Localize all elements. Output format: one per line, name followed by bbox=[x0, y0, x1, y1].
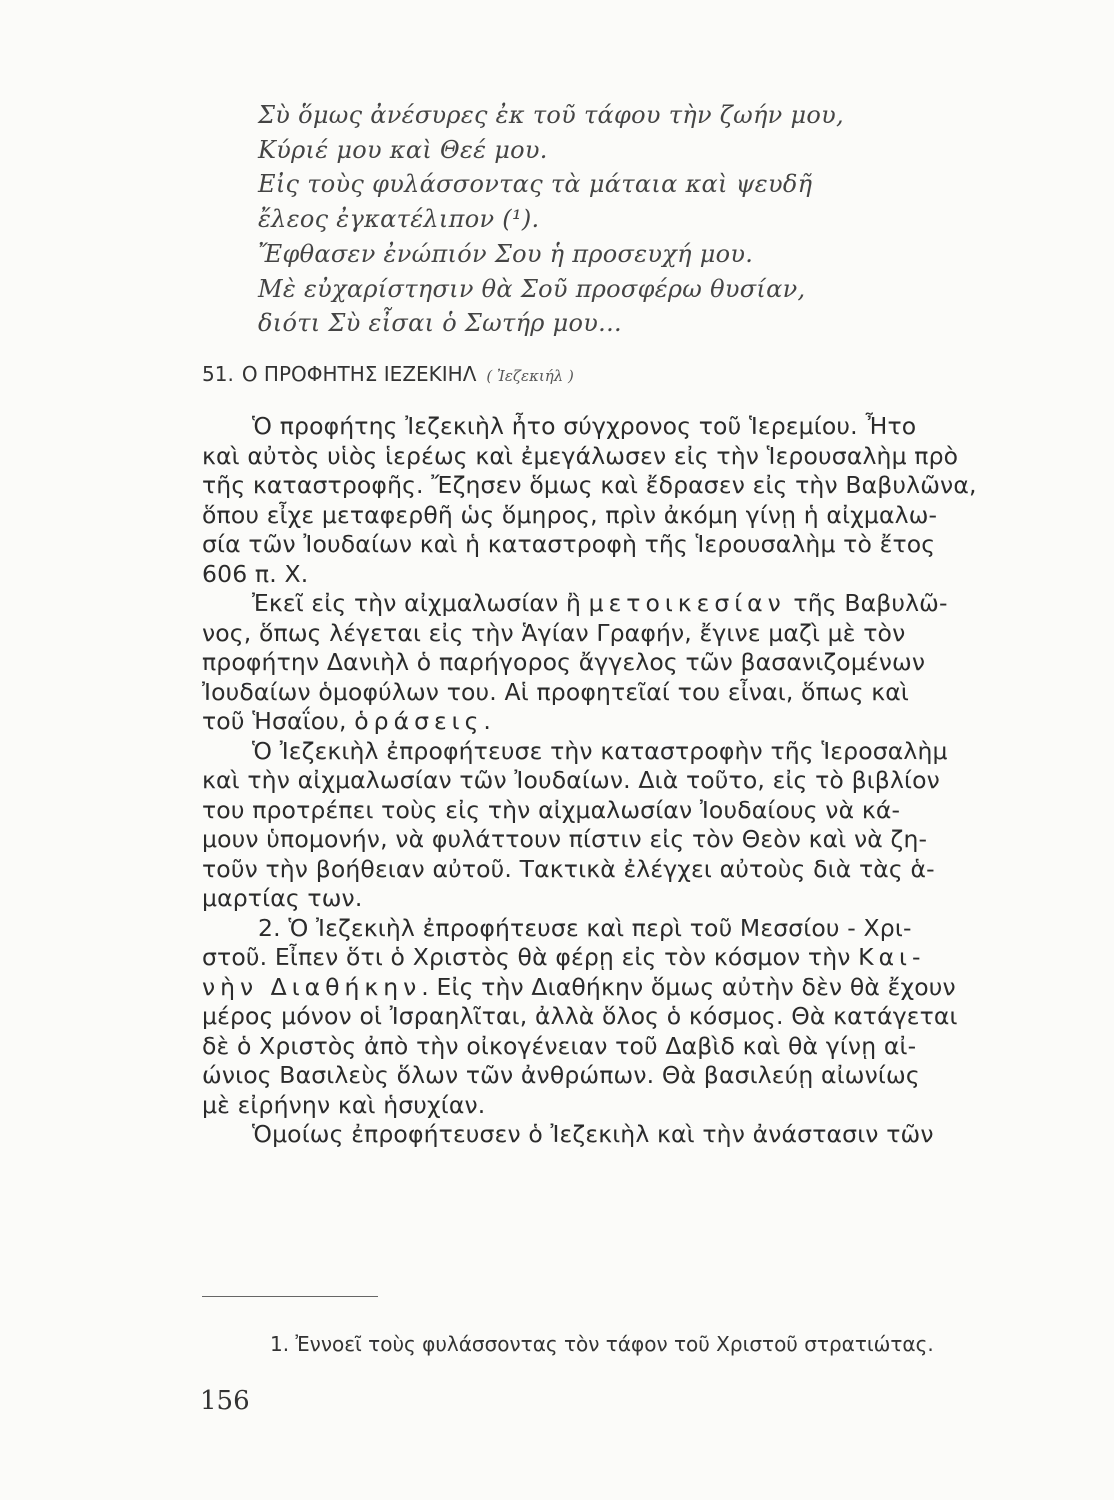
body-line: μουν ὑπομονήν, νὰ φυλάττουν πίστιν εἰς τὸν Θεὸν καὶ νὰ ζη- bbox=[202, 825, 928, 853]
emphasis-spaced: Και- bbox=[858, 943, 926, 971]
body-line: σία τῶν Ἰουδαίων καὶ ἡ καταστροφὴ τῆς Ἱερουσαλὴμ τὸ ἔτος bbox=[202, 530, 936, 558]
poem-line: Μὲ εὐχαρίστησιν θὰ Σοῦ προσφέρω θυσίαν, bbox=[258, 274, 806, 303]
body-line: δὲ ὁ Χριστὸς ἀπὸ τὴν οἰκογένειαν τοῦ Δαβὶδ καὶ θὰ γίνῃ αἰ- bbox=[202, 1031, 917, 1060]
body-line: μέρος μόνον οἱ Ἰσραηλῖται, ἀλλὰ ὅλος ὁ κόσμος. Θὰ κατάγεται bbox=[202, 1002, 958, 1030]
emphasis-spaced: ὁράσεις. bbox=[354, 707, 496, 735]
poem-line: Κύριέ μου καὶ Θεέ μου. bbox=[258, 135, 548, 164]
poem-line: ἔλεος ἐγκατέλιπον (¹). bbox=[258, 205, 540, 234]
body-line: καὶ αὐτὸς υἱὸς ἱερέως καὶ ἐμεγάλωσεν εἰς τὴν Ἱερουσαλὴμ πρὸ bbox=[202, 441, 959, 470]
body-line: του προτρέπει τοὺς εἰς τὴν αἰχμαλωσίαν Ἰουδαίους νὰ κά- bbox=[202, 795, 901, 824]
section-heading bbox=[202, 362, 574, 386]
body-line: ὅπου εἶχε μεταφερθῆ ὡς ὅμηρος, πρὶν ἀκόμη γίνῃ ἡ αἰχμαλω- bbox=[202, 500, 938, 529]
body-line: Ὁ Ἰεζεκιὴλ ἐπροφήτευσε τὴν καταστροφὴν τῆς Ἱεροσαλὴμ bbox=[252, 736, 948, 765]
emphasis-spaced: μετοικεσίαν bbox=[588, 589, 786, 617]
body-text-span: τῆς Βαβυλῶ- bbox=[785, 589, 948, 617]
footnote: 1. Ἐννοεῖ τοὺς φυλάσσοντας τὸν τάφον τοῦ Χριστοῦ στρατιώτας. bbox=[270, 1332, 934, 1356]
section-subtitle: ( Ἰεζεκιήλ ) bbox=[486, 367, 574, 385]
body-line: προφήτην Δανιὴλ ὁ παρήγορος ἄγγελος τῶν βασανιζομένων bbox=[202, 648, 926, 676]
body-line: Ὁ προφήτης Ἰεζεκιὴλ ἦτο σύγχρονος τοῦ Ἱερεμίου. Ἦτο bbox=[252, 412, 917, 440]
page-number: 156 bbox=[200, 1386, 250, 1416]
footnote-divider bbox=[202, 1296, 378, 1297]
section-title: Ο ΠΡΟΦΗΤΗΣ ΙΕΖΕΚΙΗΛ bbox=[241, 362, 477, 386]
body-text-span: τοῦ Ἡσαΐου, bbox=[202, 707, 355, 735]
poem-line: διότι Σὺ εἶσαι ὁ Σωτήρ μου... bbox=[258, 309, 622, 338]
body-line: νος, ὅπως λέγεται εἰς τὴν Ἁγίαν Γραφήν, ἔγινε μαζὶ μὲ τὸν bbox=[202, 618, 906, 647]
body-line: καὶ τὴν αἰχμαλωσίαν τῶν Ἰουδαίων. Διὰ τοῦτο, εἰς τὸ βιβλίον bbox=[202, 766, 940, 794]
body-line: 2. Ὁ Ἰεζεκιὴλ ἐπροφήτευσε καὶ περὶ τοῦ Μεσσίου - Χρι- bbox=[258, 913, 912, 942]
body-line bbox=[202, 707, 1034, 737]
body-line: τῆς καταστροφῆς. Ἔζησεν ὅμως καὶ ἔδρασεν εἰς τὴν Βαβυλῶνα, bbox=[202, 471, 977, 499]
body-line: μαρτίας των. bbox=[202, 884, 363, 912]
poem-line: Εἰς τοὺς φυλάσσοντας τὰ μάταια καὶ ψευδῆ bbox=[258, 170, 813, 199]
poem-line: Ἔφθασεν ἐνώπιόν Σου ἡ προσευχή μου. bbox=[258, 239, 754, 268]
body-line bbox=[202, 943, 1034, 973]
poem-line: Σὺ ὅμως ἀνέσυρες ἐκ τοῦ τάφου τὴν ζωήν μου, bbox=[258, 101, 844, 129]
poem-block bbox=[258, 98, 958, 341]
body-line: 606 π. Χ. bbox=[202, 559, 309, 588]
body-line: Ὁμοίως ἐπροφήτευσεν ὁ Ἰεζεκιὴλ καὶ τὴν ἀνάστασιν τῶν bbox=[252, 1120, 934, 1148]
body-line: ώνιος Βασιλεὺς ὅλων τῶν ἀνθρώπων. Θὰ βασιλεύῃ αἰωνίως bbox=[202, 1061, 920, 1089]
body-text-span: . Εἰς τὴν Διαθήκην ὅμως αὐτὴν δὲν θὰ ἔχουν bbox=[421, 972, 956, 1001]
section-number: 51. bbox=[202, 362, 234, 386]
body-line: Ἰουδαίων ὁμοφύλων του. Αἱ προφητεῖαί του εἶναι, ὅπως καὶ bbox=[202, 677, 910, 706]
body-text-span: στοῦ. Εἶπεν ὅτι ὁ Χριστὸς θὰ φέρῃ εἰς τὸν κόσμον τὴν bbox=[202, 943, 859, 971]
body-text-span: Ἐκεῖ εἰς τὴν αἰχμαλωσίαν ἢ bbox=[252, 589, 589, 617]
emphasis-spaced: νὴν Διαθήκην bbox=[202, 972, 422, 1001]
body-line bbox=[202, 589, 1034, 619]
body-line bbox=[202, 973, 1034, 1003]
body-line: μὲ εἰρήνην καὶ ἡσυχίαν. bbox=[202, 1090, 486, 1119]
body-line: τοῦν τὴν βοήθειαν αὐτοῦ. Τακτικὰ ἐλέγχει αὐτοὺς διὰ τὰς ἁ- bbox=[202, 854, 935, 883]
body-text bbox=[202, 412, 1034, 1150]
